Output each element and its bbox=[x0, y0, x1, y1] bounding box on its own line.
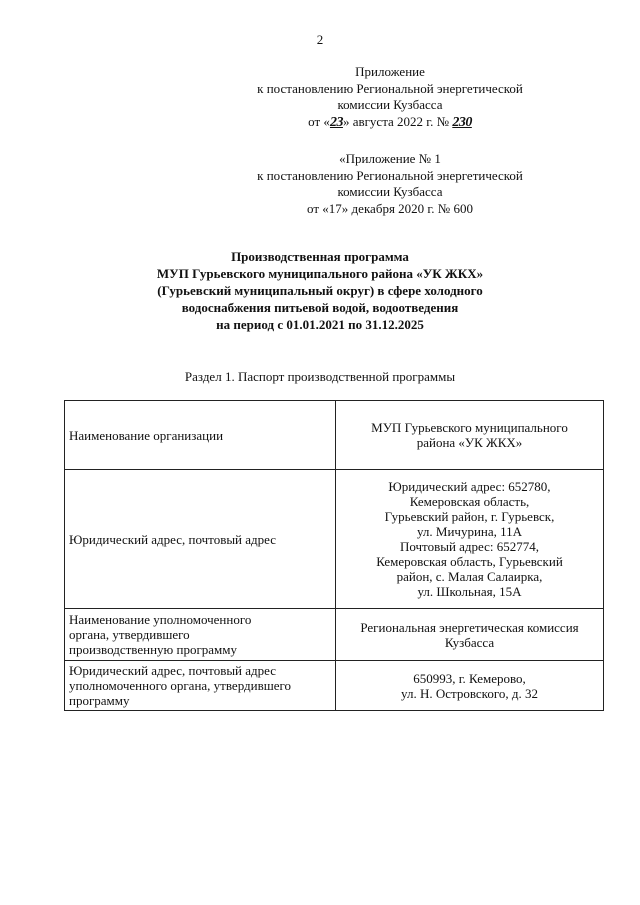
appendix-1-line: к постановлению Региональной энергетической bbox=[257, 167, 523, 183]
table-row bbox=[65, 661, 604, 711]
appendix-header bbox=[225, 64, 555, 131]
handwritten-number: 230 bbox=[452, 114, 472, 130]
handwritten-day: 23 bbox=[329, 114, 343, 130]
title-line: на период с 01.01.2021 по 31.12.2025 bbox=[216, 317, 424, 332]
title-line: (Гурьевский муниципальный округ) в сфере холодного bbox=[157, 283, 483, 298]
appendix-1-header bbox=[225, 151, 555, 217]
row-value: Региональная энергетическая комиссия Кузбасса bbox=[336, 609, 604, 661]
title-line: МУП Гурьевского муниципального района «УК ЖКХ» bbox=[156, 266, 484, 281]
title-line: водоснабжения питьевой водой, водоотведения bbox=[181, 300, 459, 315]
row-label: Юридический адрес, почтовый адрес уполномоченного органа, утвердившего программу bbox=[65, 661, 336, 711]
document-title bbox=[100, 248, 540, 333]
appendix-line: комиссии Кузбасса bbox=[337, 97, 443, 112]
row-label: Наименование организации bbox=[65, 401, 336, 470]
appendix-date-line bbox=[225, 114, 555, 132]
table-row bbox=[65, 470, 604, 609]
appendix-line: Приложение bbox=[355, 64, 425, 79]
title-line: Производственная программа bbox=[231, 249, 409, 264]
row-label: Юридический адрес, почтовый адрес bbox=[65, 470, 336, 609]
page-number: 2 bbox=[316, 32, 324, 47]
table-row bbox=[65, 609, 604, 661]
row-label: Наименование уполномоченного органа, утвердившего производственную программу bbox=[65, 609, 336, 661]
appendix-1-line: «Приложение № 1 bbox=[339, 151, 441, 166]
appendix-line: к постановлению Региональной энергетической bbox=[257, 80, 523, 96]
appendix-1-line: комиссии Кузбасса bbox=[337, 184, 443, 199]
date-prefix: от « bbox=[308, 113, 330, 129]
table-row bbox=[65, 401, 604, 470]
section-heading: Раздел 1. Паспорт производственной программы bbox=[184, 369, 456, 384]
passport-table bbox=[64, 400, 604, 711]
row-value: МУП Гурьевского муниципального района «УК ЖКХ» bbox=[336, 401, 604, 470]
row-value: 650993, г. Кемерово, ул. Н. Островского, д. 32 bbox=[336, 661, 604, 711]
date-middle: » августа 2022 г. № bbox=[342, 113, 450, 129]
row-value: Юридический адрес: 652780, Кемеровская область, Гурьевский район, г. Гурьевск, ул. Мичурина, 11А Почтовый адрес: 652774, Кемеровская область, Гурьевский район, с. Малая Салаирка, ул. Школьная, 15А bbox=[336, 470, 604, 609]
appendix-1-line: от «17» декабря 2020 г. № 600 bbox=[307, 200, 473, 216]
